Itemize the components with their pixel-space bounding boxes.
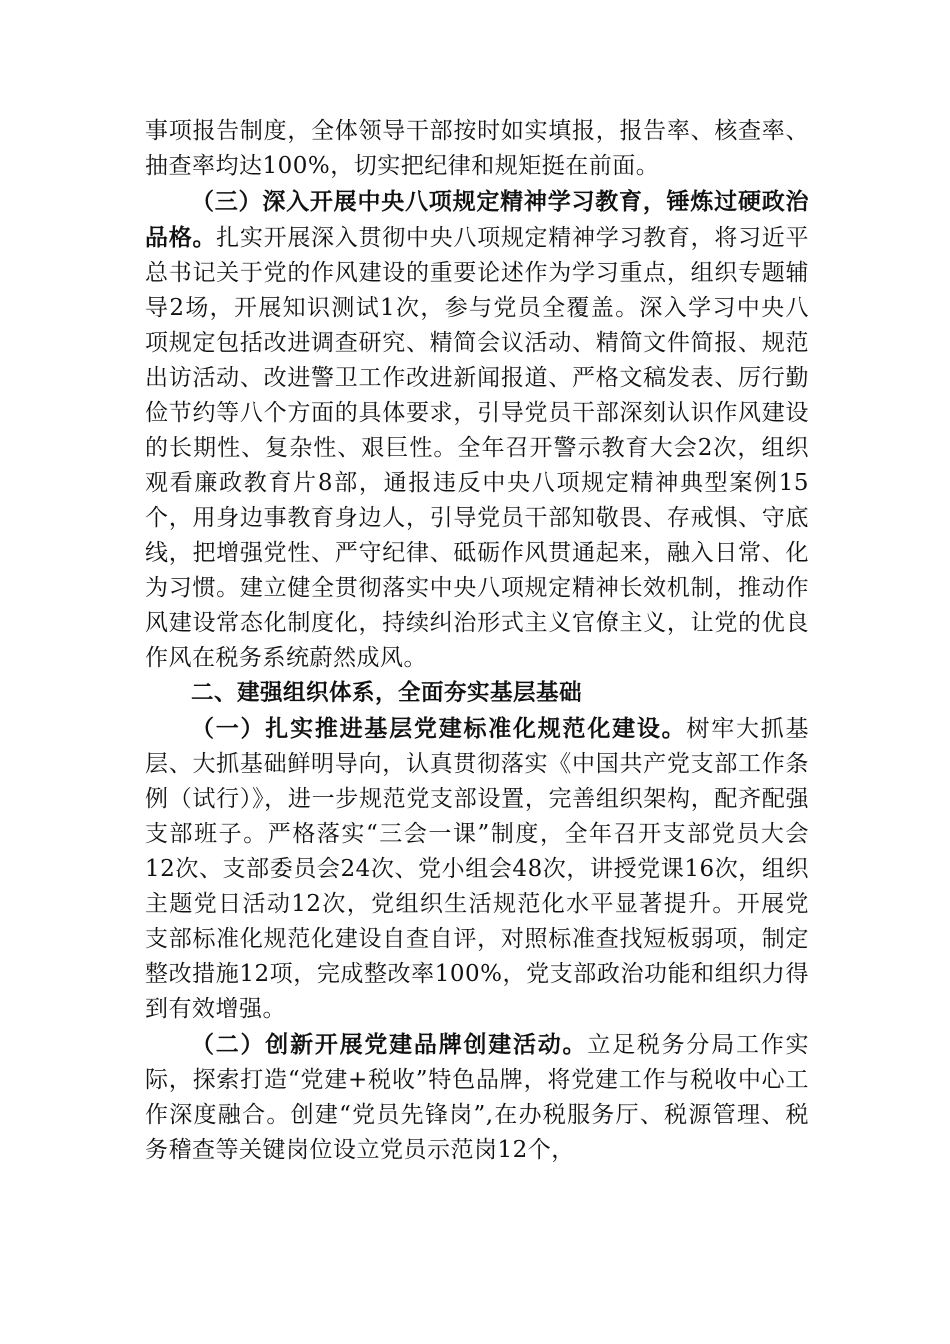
section-2-body: 立足税务分局工作实际，探索打造“党建+税收”特色品牌，将党建工作与税收中心工作深度融合。创建“党员先锋岗”,在办税服务厅、税源管理、税务稽查等关键岗位设立党员示范岗12个，: [145, 1032, 810, 1163]
paragraph-continued: 事项报告制度，全体领导干部按时如实填报，报告率、核查率、抽查率均达100%，切实把纪律和规矩挺在前面。: [145, 118, 809, 179]
section-2-title: （二）创新开展党建品牌创建活动。: [191, 1031, 588, 1058]
paragraph-section-3: [145, 184, 809, 676]
section-3-body: 扎实开展深入贯彻中央八项规定精神学习教育，将习近平总书记关于党的作风建设的重要论述作为学习重点，组织专题辅导2场，开展知识测试1次，参与党员全覆盖。深入学习中央八项规定包括改进调查研究、精简会议活动、精简文件简报、规范出访活动、改进警卫工作改进新闻报道、严格文稿发表、厉行勤俭节约等八个方面的具体要求，引导党员干部深刻认识作风建设的长期性、复杂性、艰巨性。全年召开警示教育大会2次，组织观看廉政教育片8部，通报违反中央八项规定精神典型案例15个，用身边事教育身边人，引导党员干部知敬畏、存戒惧、守底线，把增强党性、严守纪律、砥砺作风贯通起来，融入日常、化为习惯。建立健全贯彻落实中央八项规定精神长效机制，推动作风建设常态化制度化，持续纠治形式主义官僚主义，让党的优良作风在税务系统蔚然成风。: [145, 225, 810, 671]
section-1-body: 树牢大抓基层、大抓基础鲜明导向，认真贯彻落实《中国共产党支部工作条例（试行）》，进一步规范党支部设置，完善组织架构，配齐配强支部班子。严格落实“三会一课”制度，全年召开支部党员大会12次、支部委员会24次、党小组会48次，讲授党课16次，组织主题党日活动12次，党组织生活规范化水平显著提升。开展党支部标准化规范化建设自查自评，对照标准查找短板弱项，制定整改措施12项，完成整改率100%，党支部政治功能和组织力得到有效增强。: [145, 716, 810, 1022]
paragraph-section-1: [145, 711, 809, 1027]
section-3-title: （三）深入开展中央八项规定精神学习教育，锤炼过硬政治品格。: [145, 188, 809, 251]
heading-part-2: 二、建强组织体系，全面夯实基层基础: [191, 680, 583, 706]
section-1-title: （一）扎实推进基层党建标准化规范化建设。: [191, 715, 687, 742]
paragraph-section-2: [145, 1027, 809, 1168]
document-page: [145, 114, 809, 1168]
